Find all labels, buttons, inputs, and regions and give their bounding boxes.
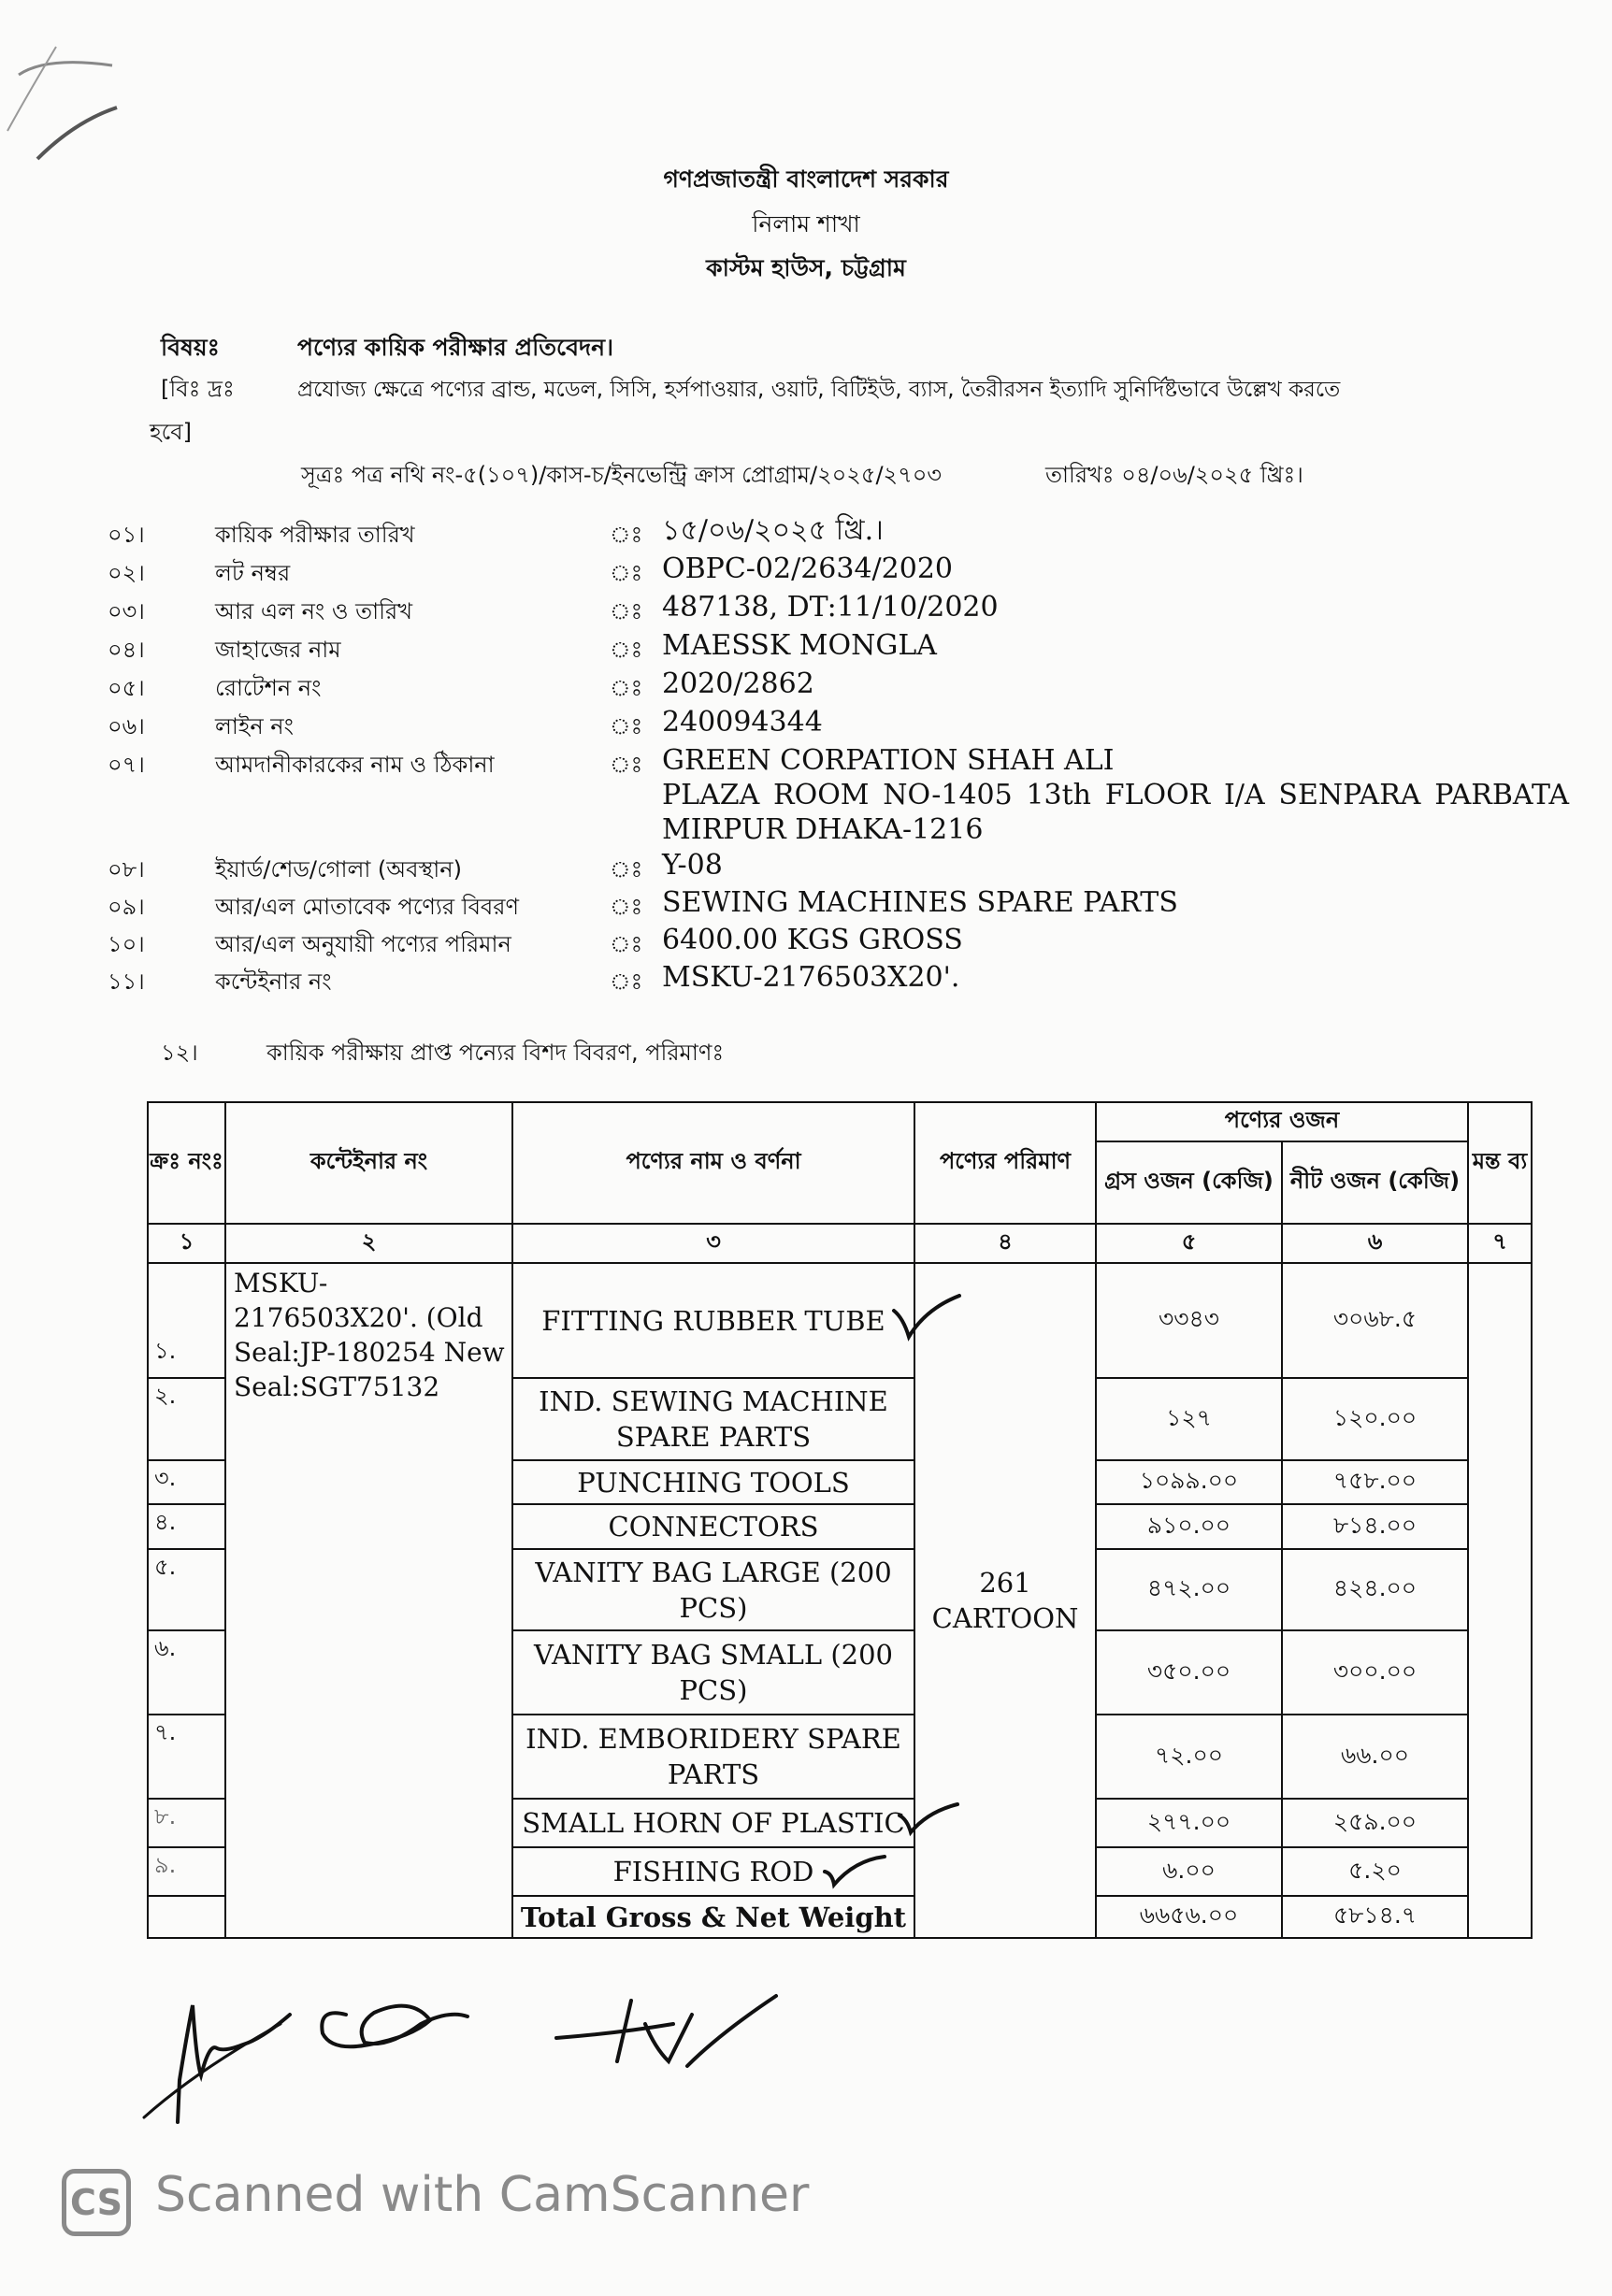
net-weight: ২৫৯.০০ xyxy=(1282,1799,1468,1847)
total-net-weight: ৫৮১৪.৭ xyxy=(1282,1896,1468,1938)
gross-weight: ৪৭২.০০ xyxy=(1096,1549,1282,1630)
col-number: ২ xyxy=(225,1224,512,1263)
detail-label: ইয়ার্ড/শেড/গোলা (অবস্থান) xyxy=(215,856,462,883)
container-cell: MSKU-2176503X20'. (Old Seal:JP-180254 New Seal:SGT75132 xyxy=(225,1263,512,1938)
gross-weight: ৭২.০০ xyxy=(1096,1715,1282,1799)
detail-value: 2020/2862 xyxy=(662,667,814,700)
detail-colon: ঃ xyxy=(610,752,643,778)
quantity-cell: 261 CARTOON xyxy=(914,1263,1096,1938)
net-weight: ১২০.০০ xyxy=(1282,1378,1468,1460)
subject-text: পণ্যের কায়িক পরীক্ষার প্রতিবেদন। xyxy=(297,334,614,361)
detail-value: OBPC-02/2634/2020 xyxy=(662,552,954,585)
detail-number: ০২। xyxy=(108,560,145,586)
row-serial: ৭. xyxy=(148,1715,225,1799)
net-weight: ৩০০.০০ xyxy=(1282,1630,1468,1715)
importer-line-2: PLAZA ROOM NO-1405 13th FLOOR I/A SENPARA PARBATA xyxy=(662,779,1569,811)
detail-label: আর এল নং ও তারিখ xyxy=(215,598,412,624)
product-name: VANITY BAG LARGE (200 PCS) xyxy=(512,1549,914,1630)
detail-value: 487138, DT:11/10/2020 xyxy=(662,591,999,624)
detail-number: ০৩। xyxy=(108,598,145,624)
detail-label: আমদানীকারকের নাম ও ঠিকানা xyxy=(215,752,495,778)
col-number: ৫ xyxy=(1096,1224,1282,1263)
detail-colon: ঃ xyxy=(610,894,643,920)
row-serial: ৫. xyxy=(148,1549,225,1630)
header-serial: ক্রঃ নংঃ xyxy=(148,1102,225,1224)
detail-colon: ঃ xyxy=(610,856,643,883)
inspection-table xyxy=(147,1101,1533,1939)
detail-colon: ঃ xyxy=(610,969,643,995)
column-number-row xyxy=(148,1224,1532,1263)
header-product-name: পণ্যের নাম ও বর্ণনা xyxy=(512,1102,914,1224)
row-serial: ৩. xyxy=(148,1460,225,1504)
detail-colon: ঃ xyxy=(610,522,643,548)
detail-number: ০৭। xyxy=(108,752,145,778)
net-weight: ৮১৪.০০ xyxy=(1282,1504,1468,1549)
detail-colon: ঃ xyxy=(610,675,643,701)
row-serial: ৪. xyxy=(148,1504,225,1549)
product-name: FISHING ROD xyxy=(512,1847,914,1896)
product-name: IND. EMBORIDERY SPARE PARTS xyxy=(512,1715,914,1799)
detail-value: MAESSK MONGLA xyxy=(662,629,937,662)
total-gross-weight: ৬৬৫৬.০০ xyxy=(1096,1896,1282,1938)
detail-colon: ঃ xyxy=(610,713,643,739)
detail-value: Y-08 xyxy=(662,849,723,882)
note-label: [বিঃ দ্রঃ xyxy=(161,376,235,402)
product-name: FITTING RUBBER TUBE xyxy=(512,1263,914,1378)
row-serial: ২. xyxy=(148,1378,225,1460)
section-12-label: কায়িক পরীক্ষায় প্রাপ্ত পন্যের বিশদ বিবরণ, পরিমাণঃ xyxy=(266,1040,725,1066)
detail-label: জাহাজের নাম xyxy=(215,637,341,663)
detail-number: ০১। xyxy=(108,522,145,548)
product-name: CONNECTORS xyxy=(512,1504,914,1549)
detail-value: ১৫/০৬/২০২৫ খ্রি.। xyxy=(662,514,884,547)
note-text: প্রযোজ্য ক্ষেত্রে পণ্যের ব্রান্ড, মডেল, সিসি, হর্সপাওয়ার, ওয়াট, বিটিইউ, ব্যাস, তৈরীরসন ইত্যাদি সুনির্দিষ্টভাবে উল্লেখ করতে xyxy=(297,378,1341,402)
checkmark-icon xyxy=(888,1290,963,1346)
header-weight-group: পণ্যের ওজন xyxy=(1096,1102,1468,1141)
detail-number: ১১। xyxy=(108,969,145,995)
col-number: ৬ xyxy=(1282,1224,1468,1263)
detail-value: SEWING MACHINES SPARE PARTS xyxy=(662,886,1178,919)
importer-line-1: GREEN CORPATION SHAH ALI xyxy=(662,744,1115,777)
header-line-2: নিলাম শাখা xyxy=(752,210,860,237)
note-tail: হবে] xyxy=(150,419,192,445)
signature-scribbles xyxy=(131,1959,804,2127)
detail-value: 6400.00 KGS GROSS xyxy=(662,924,963,956)
detail-label: রোটেশন নং xyxy=(215,675,322,701)
net-weight: ৪২৪.০০ xyxy=(1282,1549,1468,1630)
importer-line-3: MIRPUR DHAKA-1216 xyxy=(662,813,984,846)
detail-label: কন্টেইনার নং xyxy=(215,969,332,995)
detail-label: আর/এল অনুযায়ী পণ্যের পরিমান xyxy=(215,931,511,957)
detail-number: ০৫। xyxy=(108,675,145,701)
gross-weight: ২৭৭.০০ xyxy=(1096,1799,1282,1847)
gross-weight: ৩৩৪৩ xyxy=(1096,1263,1282,1378)
reference-text: সূত্রঃ পত্র নথি নং-৫(১০৭)/কাস-চ/ইনভেন্ট্রি ক্রাস প্রোগ্রাম/২০২৫/২৭০৩ xyxy=(301,462,942,488)
detail-value: MSKU-2176503X20'. xyxy=(662,961,960,994)
gross-weight: ১২৭ xyxy=(1096,1378,1282,1460)
header-line-1: গণপ্রজাতন্ত্রী বাংলাদেশ সরকার xyxy=(663,165,949,193)
col-number: ৩ xyxy=(512,1224,914,1263)
detail-number: ০৯। xyxy=(108,894,145,920)
header-line-3: কাস্টম হাউস, চট্টগ্রাম xyxy=(706,254,906,281)
product-name: SMALL HORN OF PLASTIC xyxy=(512,1799,914,1847)
col-number: ৭ xyxy=(1468,1224,1532,1263)
net-weight: ৫.২০ xyxy=(1282,1847,1468,1896)
gross-weight: ৩৫০.০০ xyxy=(1096,1630,1282,1715)
gross-weight: ১০৯৯.০০ xyxy=(1096,1460,1282,1504)
row-serial: ৮. xyxy=(148,1799,225,1847)
net-weight: ৭৫৮.০০ xyxy=(1282,1460,1468,1504)
col-number: ৪ xyxy=(914,1224,1096,1263)
staple-mark xyxy=(0,19,131,168)
checkmark-icon xyxy=(821,1849,888,1890)
detail-colon: ঃ xyxy=(610,637,643,663)
table-row xyxy=(148,1263,1532,1378)
header-container: কন্টেইনার নং xyxy=(225,1102,512,1224)
col-number: ১ xyxy=(148,1224,225,1263)
product-name: PUNCHING TOOLS xyxy=(512,1460,914,1504)
row-serial: ৬. xyxy=(148,1630,225,1715)
net-weight: ৩০৬৮.৫ xyxy=(1282,1263,1468,1378)
header-net-weight: নীট ওজন (কেজি) xyxy=(1282,1141,1468,1224)
product-name: IND. SEWING MACHINE SPARE PARTS xyxy=(512,1378,914,1460)
row-serial: ৯. xyxy=(148,1847,225,1896)
subject-label: বিষয়ঃ xyxy=(161,334,220,361)
detail-label: আর/এল মোতাবেক পণ্যের বিবরণ xyxy=(215,894,519,920)
detail-colon: ঃ xyxy=(610,560,643,586)
checkmark-icon xyxy=(896,1799,961,1840)
header-quantity: পণ্যের পরিমাণ xyxy=(914,1102,1096,1224)
header-gross-weight: গ্রস ওজন (কেজি) xyxy=(1096,1141,1282,1224)
detail-number: ০৪। xyxy=(108,637,145,663)
gross-weight: ৬.০০ xyxy=(1096,1847,1282,1896)
detail-label: কায়িক পরীক্ষার তারিখ xyxy=(215,522,415,548)
product-name: VANITY BAG SMALL (200 PCS) xyxy=(512,1630,914,1715)
row-serial: ১. xyxy=(148,1263,225,1378)
detail-value: 240094344 xyxy=(662,706,823,739)
total-label: Total Gross & Net Weight xyxy=(512,1896,914,1938)
detail-number: ১০। xyxy=(108,931,145,957)
total-serial-cell xyxy=(148,1896,225,1938)
detail-number: ০৬। xyxy=(108,713,145,739)
header-remarks: মন্ত ব্য xyxy=(1468,1102,1532,1224)
remarks-cell xyxy=(1468,1263,1532,1938)
detail-number: ০৮। xyxy=(108,856,145,883)
detail-label: লট নম্বর xyxy=(215,560,291,586)
detail-label: লাইন নং xyxy=(215,713,294,739)
camscanner-logo: CS xyxy=(62,2169,131,2236)
section-12-number: ১২। xyxy=(161,1040,198,1066)
detail-colon: ঃ xyxy=(610,931,643,957)
net-weight: ৬৬.০০ xyxy=(1282,1715,1468,1799)
detail-colon: ঃ xyxy=(610,598,643,624)
watermark-text: Scanned with CamScanner xyxy=(155,2167,810,2223)
reference-date: তারিখঃ ০৪/০৬/২০২৫ খ্রিঃ। xyxy=(1045,462,1303,488)
gross-weight: ৯১০.০০ xyxy=(1096,1504,1282,1549)
